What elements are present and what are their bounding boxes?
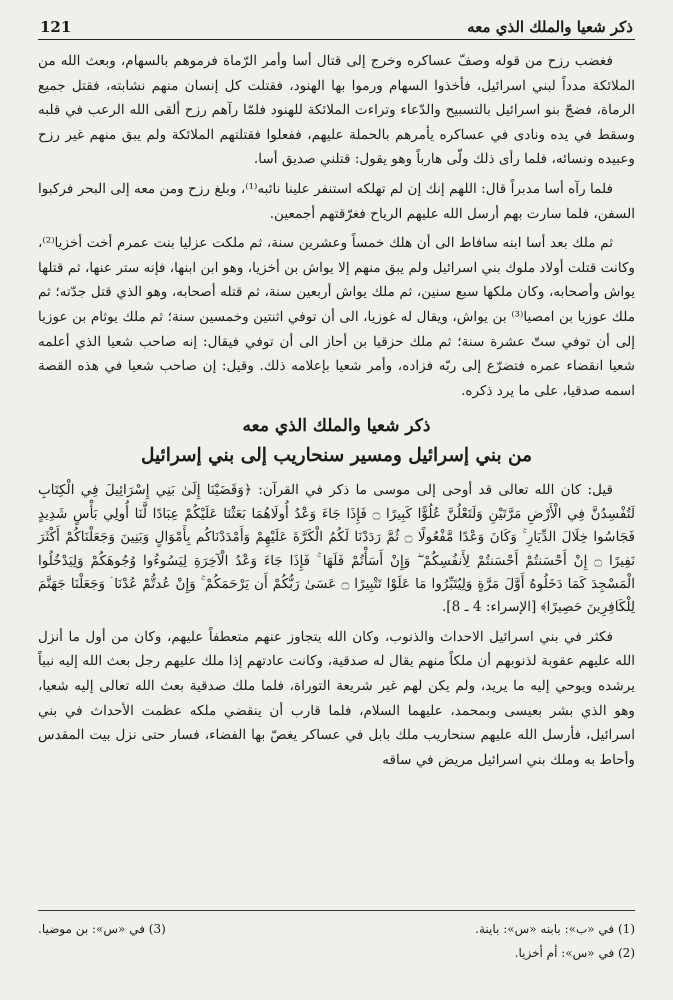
page-number: 121	[40, 18, 72, 36]
footnote-2: (2) في «س»: أم أخزيا.	[514, 946, 635, 960]
paragraph: فكثر في بني اسرائيل الاحداث والذنوب، وكان الله يتجاوز عنهم متعطفاً عليهم، وكان من أول ما أنزل الله عليهم عقوبة لذنوبهم أن ملكاً منهم يقال له صدقية، وكانت عادتهم إذا ملك عليهم رجل بعث الله إليه نبياً يرشده ويوحي إليه ما يريد، ولم يكن لهم غير شريعة التوراة، فلما ملك صدقية بعث الله تعالى إليه شعيا، وهو الذي بشر بعيسى وبمحمد، عليهما السلام، فلما قارب أن ينقضي ملكه عظمت الأحداث في بني اسرائيل، فأرسل الله عليهم سنحاريب ملك بابل في عساكر يغصّ بها الفضاء، فسار حتى نزل بيت المقدس وأحاط به وملك بني اسرائيل مريض في ساقه	[38, 628, 635, 768]
running-title: ذكر شعيا والملك الذي معه	[467, 18, 633, 36]
main-text	[38, 49, 635, 772]
footnote-1: (1) في «ب»: بابنه «س»: باينة.	[475, 922, 635, 936]
paragraph: فلما رآه أسا مدبراً قال: اللهم إنك إن لم تهلكه استنفر علينا نائبه⁽¹⁾، وبلغ رزح ومن معه إلى البحر فركبوا السفن، فلما سارت بهم أرسل الله عليهم الرياح فغرّقتهم أجمعين.	[38, 180, 635, 222]
page-header	[38, 8, 635, 40]
paragraph: فغضب رزح من قوله وصفّ عساكره وخرج إلى قتال أسا وأمر الرّماة فرموهم بالسهام، وبعث الله من الملائكة مدداً لبني اسرائيل، فأخذوا السهام ورموا بها الهنود، فقتلت كل إنسان منهم نشابته، فقتل جميع الرماة، فضجّ بنو اسرائيل بالتسبيح والدّعاء وتراءت الملائكة للهنود فلمّا رآهم رزح ألقى الله الرعب في قلبه وسقط في يده ونادى في عساكره يأمرهم بالحملة عليهم، ففعلوا فقتلتهم الملائكة ولم يبق منهم غير رزح وعبيده ونسائه، فلما رأى ذلك ولّى هارباً وهو يقول: قتلني صديق أسا.	[38, 53, 635, 168]
paragraph: ثم ملك بعد أسا ابنه سافاط الى أن هلك خمساً وعشرين سنة، ثم ملكت عزليا بنت عمرم أخت أخزيا⁽²⁾، وكانت قتلت أولاد ملوك بني اسرائيل ولم يبق منهم إلا يواش بن أخزيا، وهو ابن ابنها، فإنه ستر عنها، ثم قتلها يواش وأصحابه، وكان ملكها سبع سنين، ثم ملك يواش أربعين سنة، ثم قتله أصحابه، وهو الذي قتل جدّته؛ ثم ملك عوزيا بن امصيا⁽³⁾ بن يواش، ويقال له غوزيا، الى أن توفي اثنتين وخمسين سنة؛ ثم ملك يوثام بن عوزيا إلى أن توفي ستّ عشرة سنة؛ ثم ملك حزقيا بن أحاز الى أن توفي فيقال: إنه صاحب شعيا الذي أعلمه شعيا انقضاء عمره فتضرّع إلى ربّه فزاده، وأمر شعيا بإعلامه ذلك. وقيل: إن صاحب شعيا في هذه القصة اسمه صدقيا، على ما يرد ذكره.	[38, 235, 635, 399]
footnotes	[38, 910, 635, 965]
section-subheading: من بني إسرائيل ومسير سنحاريب إلى بني إسرائيل	[140, 445, 533, 467]
section-heading: ذكر شعيا والملك الذي معه	[242, 416, 431, 437]
quran-passage: قيل: كان الله تعالى قد أوحى إلى موسى ما ذكر في القرآن: ﴿وَقَضَيْنَا إِلَىٰ بَنِي إِسْرَائِيلَ فِي الْكِتَابِ لَتُفْسِدُنَّ فِي الْأَرْضِ مَرَّتَيْنِ وَلَتَعْلُنَّ عُلُوًّا كَبِيرًا ۝ فَإِذَا جَاءَ وَعْدُ أُولَاهُمَا بَعَثْنَا عَلَيْكُمْ عِبَادًا لَّنَا أُولِي بَأْسٍ شَدِيدٍ فَجَاسُوا خِلَالَ الدِّيَارِ ۚ وَكَانَ وَعْدًا مَّفْعُولًا ۝ ثُمَّ رَدَدْنَا لَكُمُ الْكَرَّةَ عَلَيْهِمْ وَأَمْدَدْنَاكُم بِأَمْوَالٍ وَبَنِينَ وَجَعَلْنَاكُمْ أَكْثَرَ نَفِيرًا ۝ إِنْ أَحْسَنتُمْ أَحْسَنتُمْ لِأَنفُسِكُمْ ۖ وَإِنْ أَسَأْتُمْ فَلَهَا ۚ فَإِذَا جَاءَ وَعْدُ الْآخِرَةِ لِيَسُوءُوا وُجُوهَكُمْ وَلِيَدْخُلُوا الْمَسْجِدَ كَمَا دَخَلُوهُ أَوَّلَ مَرَّةٍ وَلِيُتَبِّرُوا مَا عَلَوْا تَتْبِيرًا ۝ عَسَىٰ رَبُّكُمْ أَن يَرْحَمَكُمْ ۚ وَإِنْ عُدتُّمْ عُدْنَا ۘ وَجَعَلْنَا جَهَنَّمَ لِلْكَافِرِينَ حَصِيرًا﴾ [الإسراء: 4 ـ 8].	[38, 482, 635, 616]
footnote-3: (3) في «س»: بن موضيا.	[38, 922, 166, 936]
footnote-row	[38, 917, 635, 941]
footnote-row	[38, 941, 635, 965]
